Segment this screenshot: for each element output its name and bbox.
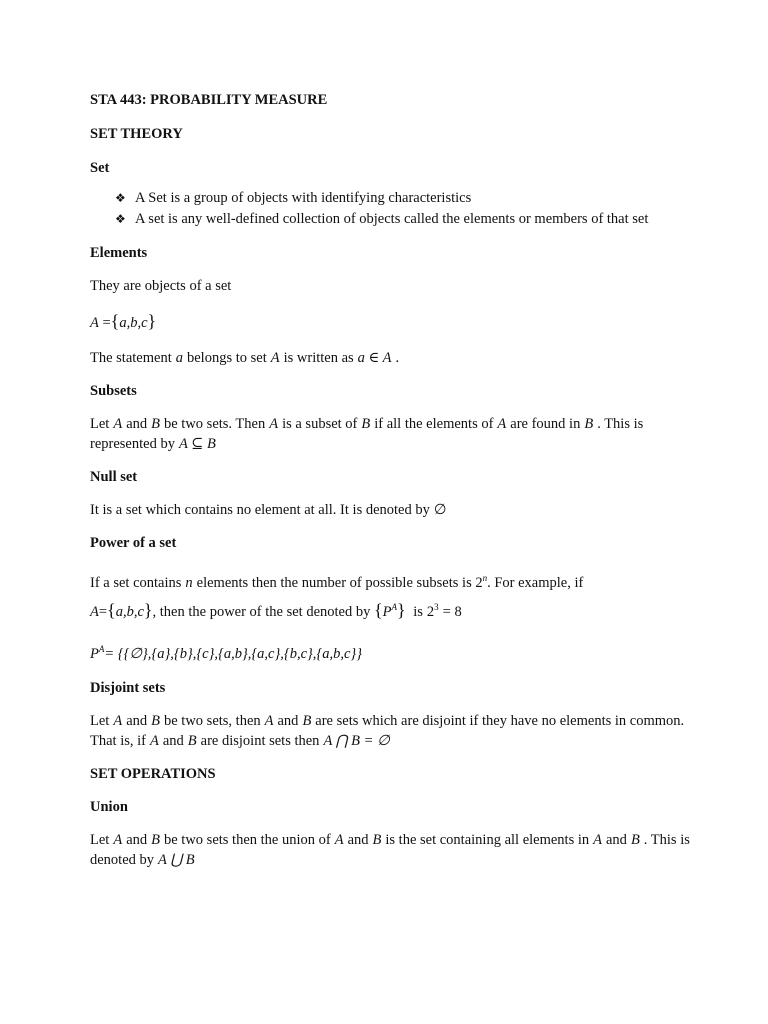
section-heading-set-theory: SET THEORY bbox=[90, 126, 183, 142]
heading-power-of-set: Power of a set bbox=[90, 535, 177, 551]
membership-statement: The statement a belongs to set A is written as a ∈ A . bbox=[90, 350, 400, 366]
power-set-text: If a set contains n elements then the number of possible subsets is 2$^n$. For example, if A={a,b,c}, then the power of the set denoted by $\{P^A\}$ is $2^3 = 8$ bbox=[90, 573, 584, 620]
section-heading-set-operations: SET OPERATIONS bbox=[90, 766, 216, 783]
null-set-text: It is a set which contains no element at all. It is denoted by ∅ bbox=[90, 500, 690, 520]
subsets-text: Let A and B be two sets. Then A is a subset of B if all the elements of A are found in B . This is represented by A ⊆ B bbox=[90, 416, 644, 452]
heading-null-set: Null set bbox=[90, 469, 138, 485]
empty-set-symbol: ∅ bbox=[433, 502, 447, 518]
heading-union: Union bbox=[90, 799, 128, 816]
diamond-bullet-icon: ❖ bbox=[115, 191, 126, 205]
list-item: ❖ A Set is a group of objects with identifying characteristics bbox=[115, 188, 690, 209]
elements-equation: A ={a,b,c} bbox=[90, 311, 157, 331]
heading-elements: Elements bbox=[90, 245, 148, 261]
disjoint-sets-text: Let A and B be two sets, then A and B are sets which are disjoint if they have no elements in common. That is, if A and B are disjoint sets then A ⋂ B = ∅ bbox=[90, 713, 685, 750]
power-set-equation: $P^A=$ {{∅},{a},{b},{c},{a,b},{a,c},{b,c},{a,b,c}} bbox=[90, 643, 363, 662]
union-text: Let A and B be two sets then the union of A and B is the set containing all elements in A and B . This is denoted by A ⋃ B bbox=[90, 832, 690, 869]
set-definition-list bbox=[90, 188, 690, 230]
heading-disjoint-sets: Disjoint sets bbox=[90, 680, 166, 697]
heading-set: Set bbox=[90, 160, 110, 176]
elements-text: They are objects of a set bbox=[90, 278, 232, 294]
document-title: STA 443: PROBABILITY MEASURE bbox=[90, 92, 328, 108]
heading-subsets: Subsets bbox=[90, 383, 137, 399]
list-item: ❖ A set is any well-defined collection of objects called the elements or members of that set bbox=[115, 209, 690, 230]
document-content bbox=[90, 90, 690, 870]
diamond-bullet-icon: ❖ bbox=[115, 212, 126, 226]
